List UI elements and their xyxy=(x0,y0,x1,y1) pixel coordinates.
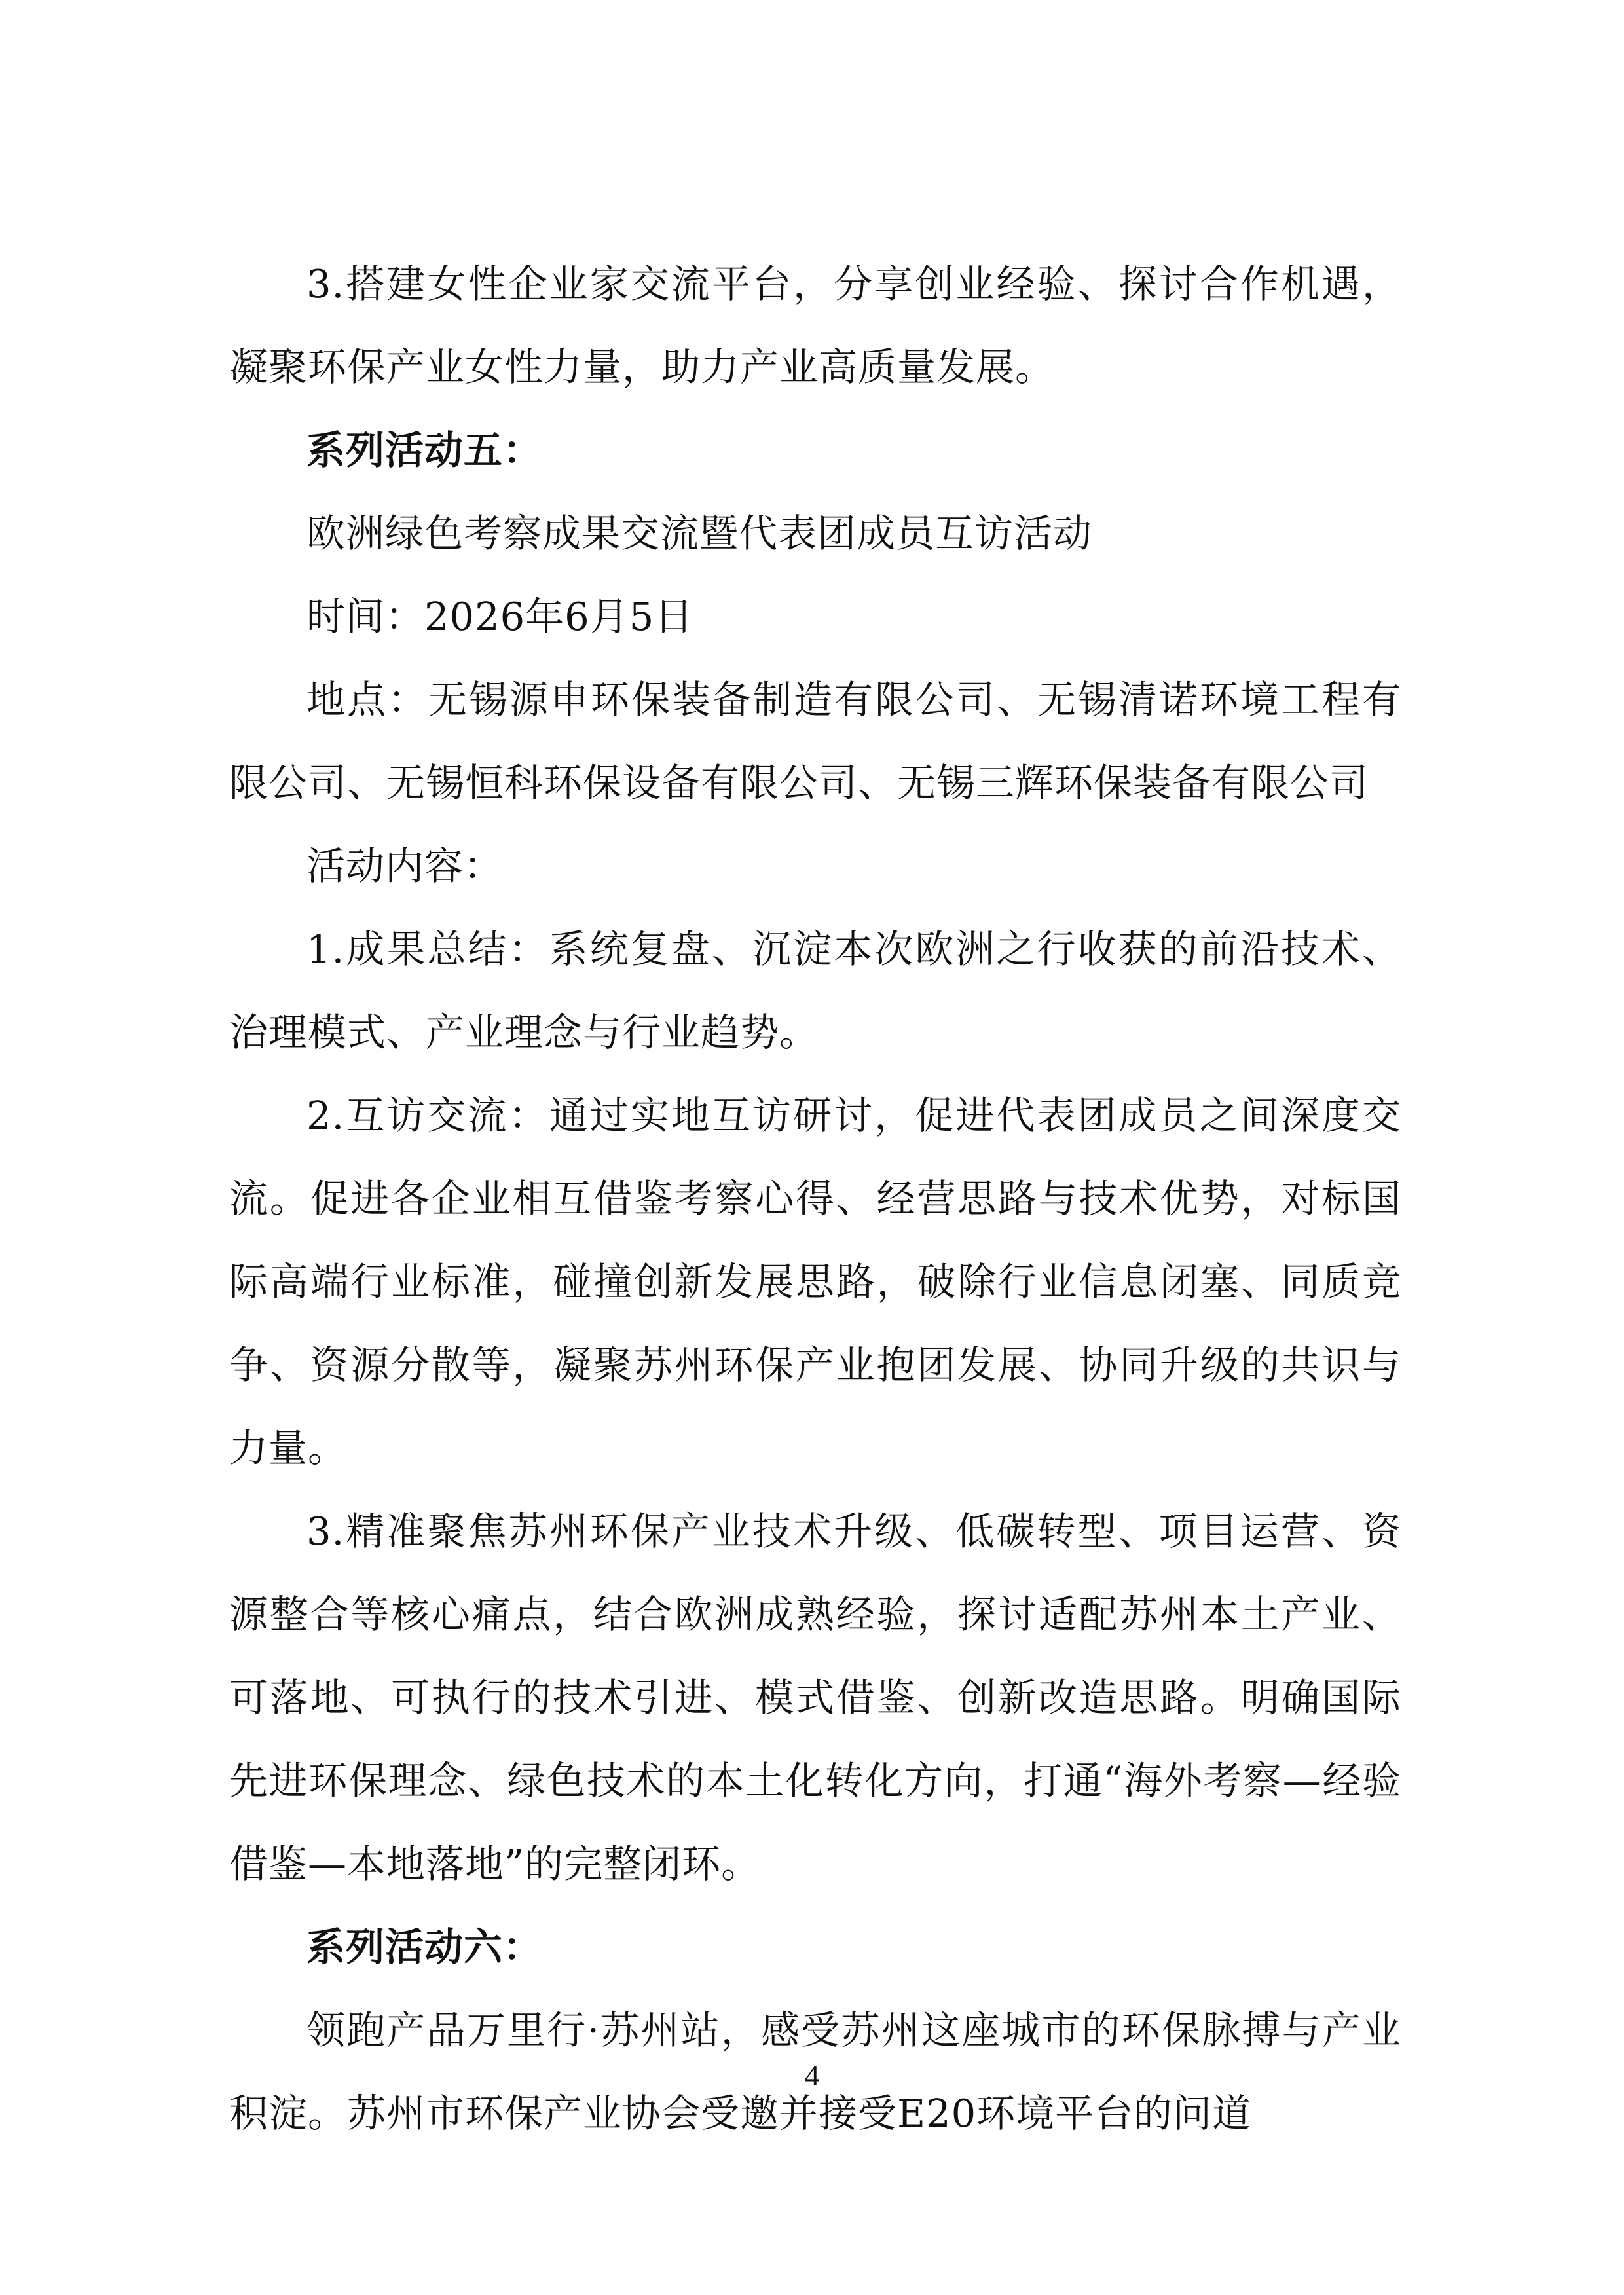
content-item-mutual-visits: 2.互访交流：通过实地互访研讨，促进代表团成员之间深度交流。促进各企业相互借鉴考察心得、经营思路与技术优势，对标国际高端行业标准，碰撞创新发展思路，破除行业信息闭塞、同质竞争、资源分散等，凝聚苏州环保产业抱团发展、协同升级的共识与力量。 xyxy=(229,1093,1401,1471)
heading-series-activity-five: 系列活动五： xyxy=(306,428,543,473)
paragraph-women-entrepreneur-platform: 3.搭建女性企业家交流平台，分享创业经验、探讨合作机遇，凝聚环保产业女性力量，助力产业高质量发展。 xyxy=(229,261,1401,390)
activity-five-title: 欧洲绿色考察成果交流暨代表团成员互访活动 xyxy=(306,511,1093,556)
content-item-focus-pain-points: 3.精准聚焦苏州环保产业技术升级、低碳转型、项目运营、资源整合等核心痛点，结合欧洲成熟经验，探讨适配苏州本土产业、可落地、可执行的技术引进、模式借鉴、创新改造思路。明确国际先进环保理念、绿色技术的本土化转化方向，打通“海外考察—经验借鉴—本地落地”的完整闭环。 xyxy=(229,1509,1401,1886)
activity-five-time: 时间：2026年6月5日 xyxy=(306,594,694,639)
heading-series-activity-six: 系列活动六： xyxy=(306,1924,543,1970)
activity-six-description: 领跑产品万里行·苏州站，感受苏州这座城市的环保脉搏与产业积淀。苏州市环保产业协会受邀并接受E20环境平台的问道 xyxy=(229,2008,1401,2136)
page-number: 4 xyxy=(804,2059,820,2092)
content-item-results-summary: 1.成果总结：系统复盘、沉淀本次欧洲之行收获的前沿技术、治理模式、产业理念与行业趋势。 xyxy=(229,927,1401,1055)
activity-five-location: 地点：无锡源申环保装备制造有限公司、无锡清诺环境工程有限公司、无锡恒科环保设备有限公司、无锡三辉环保装备有限公司 xyxy=(229,677,1401,805)
document-body xyxy=(229,242,1401,2155)
activity-content-label: 活动内容： xyxy=(306,843,504,889)
